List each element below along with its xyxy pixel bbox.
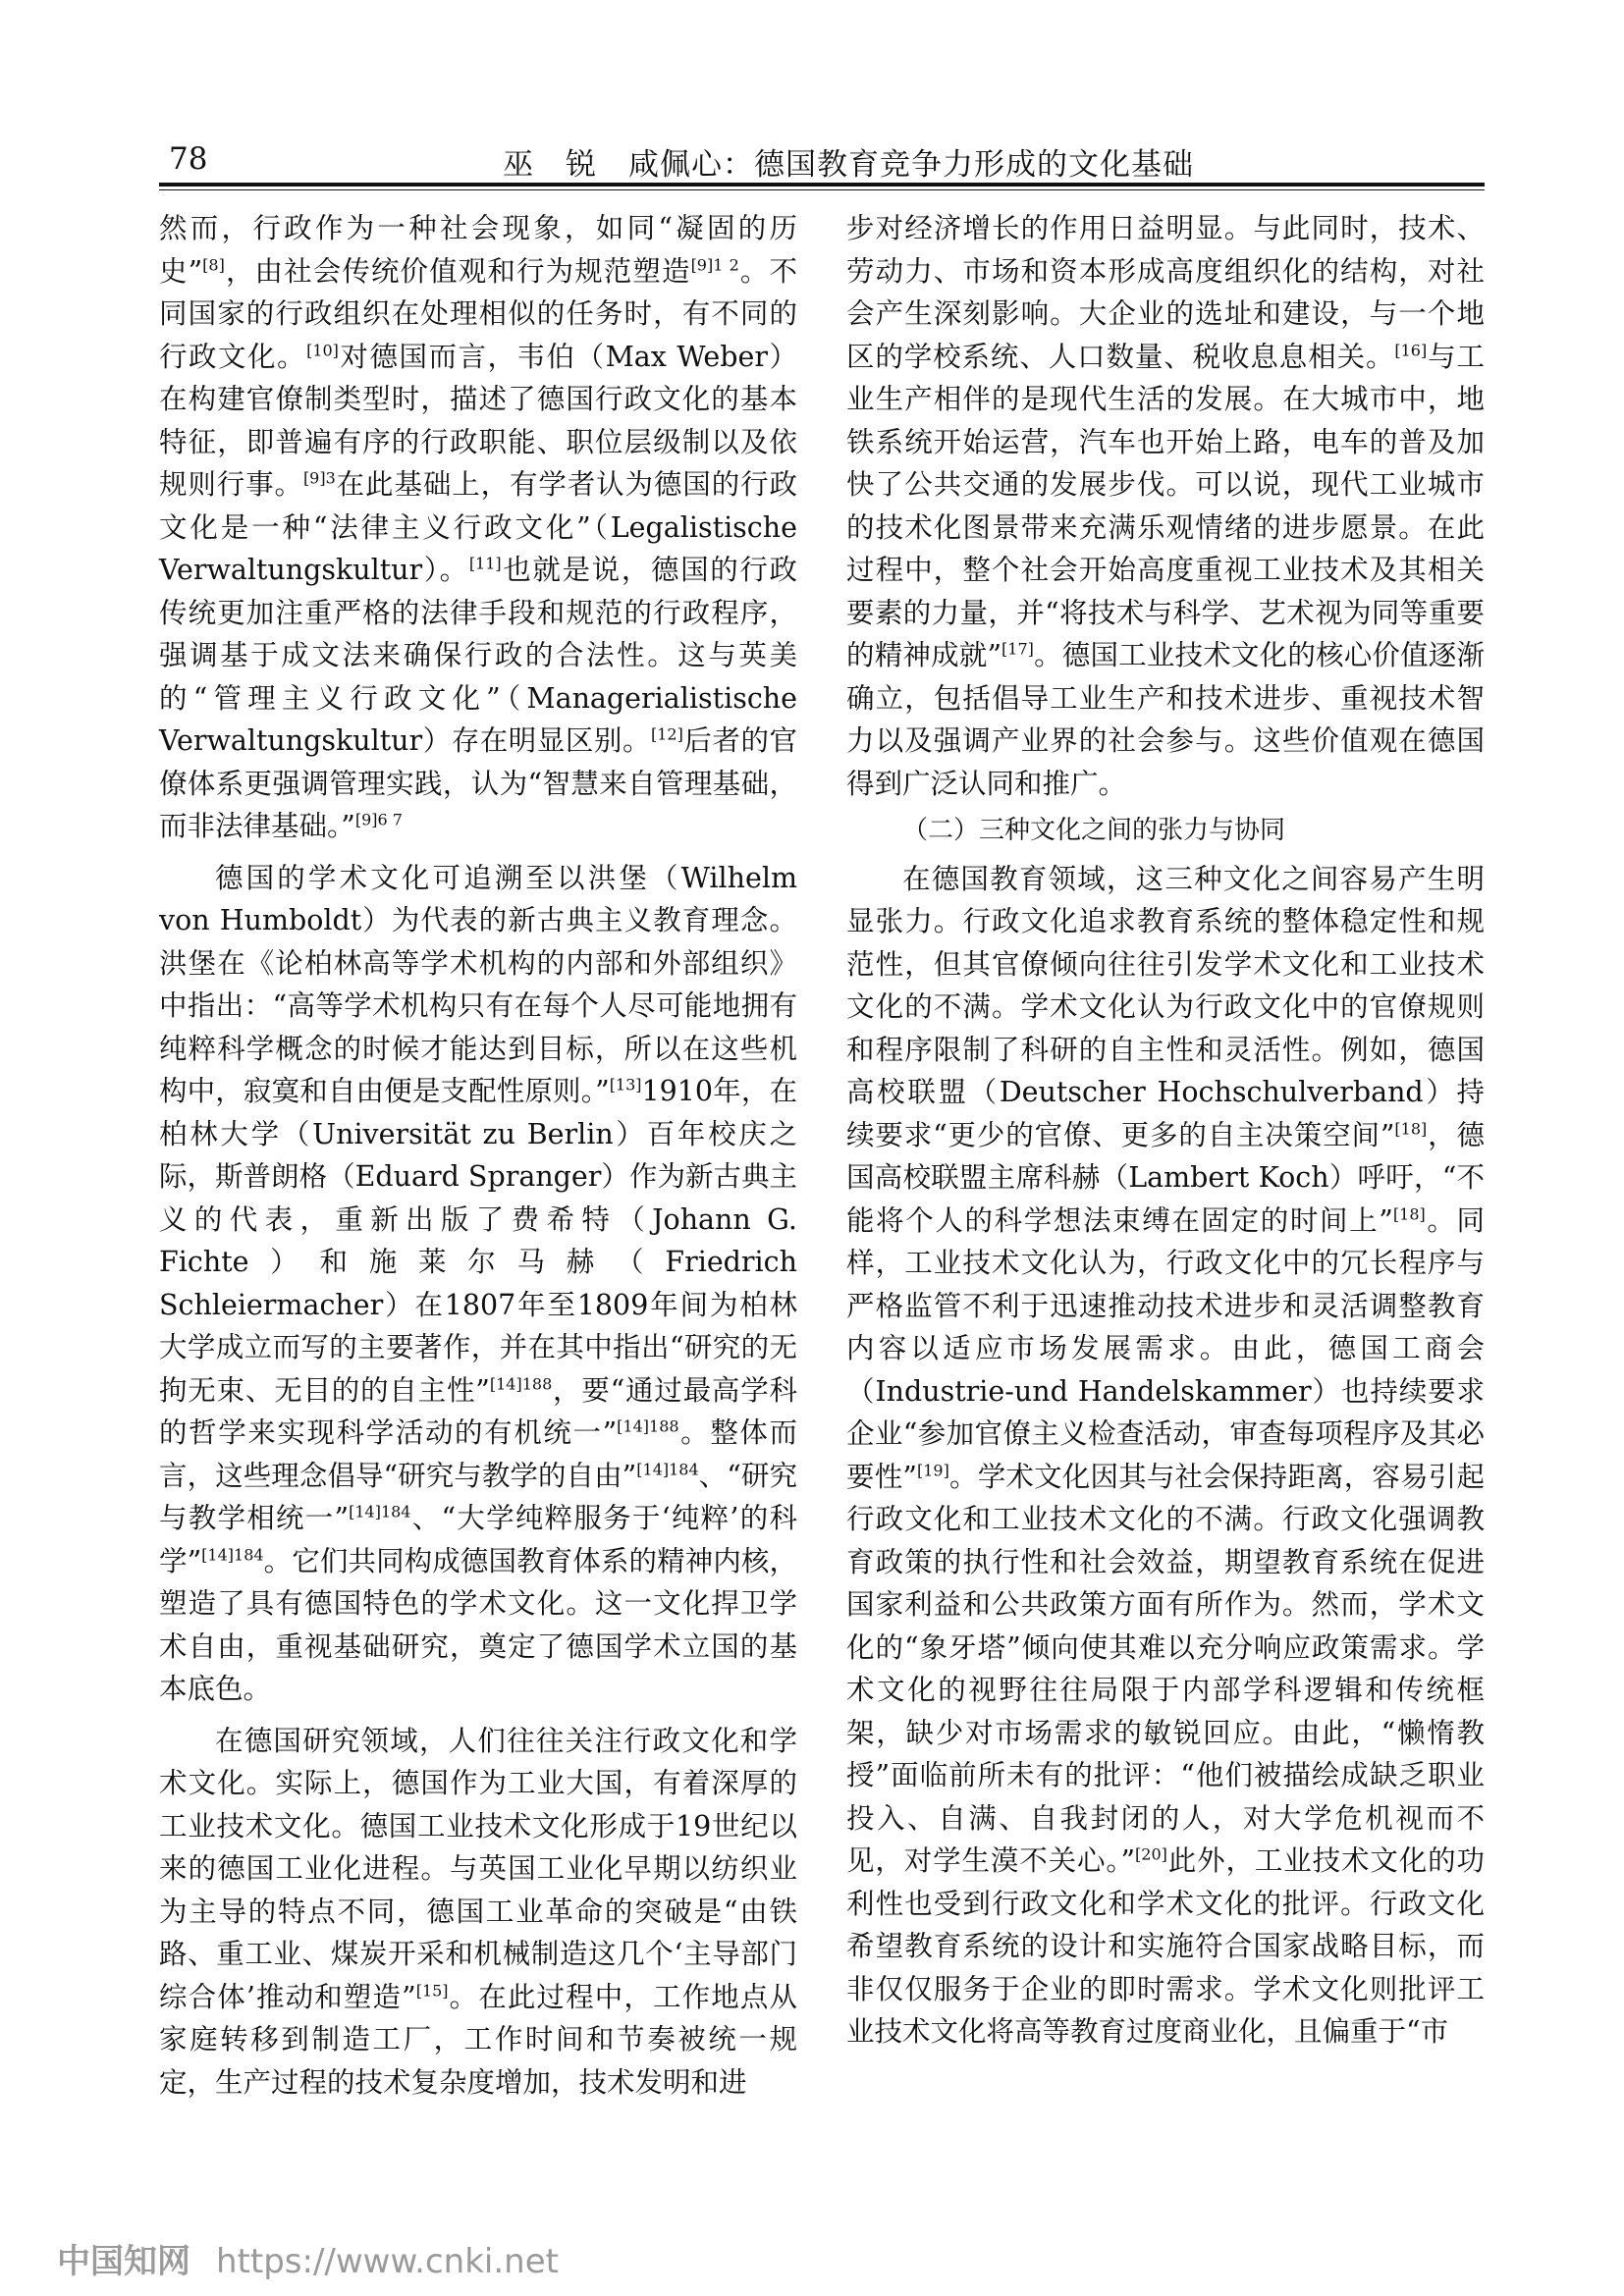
citation: [12] — [651, 724, 683, 744]
citation: [9]6 7 — [354, 810, 403, 829]
citation: [9]3 — [302, 468, 336, 488]
text-run: 1910年，在柏林大学（Universität zu Berlin）百年校庆之际，斯普朗格（Eduard Spranger）作为新古典主义的代表，重新出版了费希特（Johann G. Fichte）和施莱尔马赫（Friedrich Schleiermacher）在1807年至1809年间为柏林大学成立而写的主要著作，并在其中指出“研究的无拘无束、无目的的自主性” — [159, 1075, 798, 1407]
text-run: 步对经济增长的作用日益明显。与此同时，技术、劳动力、市场和资本形成高度组织化的结构，对社会产生深刻影响。大企业的选址和建设，与一个地区的学校系统、人口数量、税收息息相关。 — [846, 212, 1485, 373]
text-run: 。学术文化因其与社会保持距离，容易引起行政文化和工业技术文化的不满。行政文化强调教育政策的执行性和社会效益，期望教育系统在促进国家利益和公共政策方面有所作为。然而，学术文化的“象牙塔”倾向使其难以充分响应政策需求。学术文化的视野往往局限于内部学科逻辑和传统框架，缺少对市场需求的敏锐回应。由此，“懒惰教授”面临前所未有的批评：“他们被描绘成缺乏职业投入、自满、自我封闭的人，对大学危机视而不见，对学生漠不关心。” — [846, 1460, 1485, 1877]
text-run: ，德国高校联盟主席科赫（Lambert Koch）呼吁，“不能将个人的科学想法束缚在固定的时间上” — [846, 1118, 1485, 1237]
paragraph-academic-culture — [159, 857, 797, 1711]
text-run: 。它们共同构成德国教育体系的精神内核，塑造了具有德国特色的学术文化。这一文化捍卫学术自由，重视基础研究，奠定了德国学术立国的基本底色。 — [159, 1544, 797, 1705]
citation: [9]1 2 — [690, 255, 739, 274]
text-run: 在此基础上，有学者认为德国的行政文化是一种“法律主义行政文化”（Legalistische Verwaltungskultur）。 — [159, 468, 797, 586]
text-run: 。整体而言，这些理念倡导“研究与教学的自由” — [159, 1416, 797, 1492]
right-column — [846, 207, 1485, 2054]
running-title: 巫 锐 咸佩心：德国教育竞争力形成的文化基础 — [503, 147, 1194, 183]
watermark-footer — [57, 2234, 559, 2282]
paragraph-tension — [846, 858, 1485, 2054]
text-run: 。在此过程中，工作地点从家庭转移到制造工厂，工作时间和节奏被统一规定，生产过程的技术复杂度增加，技术发明和进 — [159, 1980, 797, 2099]
text-run: 。德国工业技术文化的核心价值逐渐确立，包括倡导工业生产和技术进步、重视技术智力以及强调产业界的社会参与。这些价值观在德国得到广泛认同和推广。 — [846, 639, 1485, 800]
text-run: ，由社会传统价值观和行为规范塑造 — [224, 254, 691, 288]
header-rule-thin — [159, 189, 1485, 190]
cnki-logo: 中国知网 — [57, 2242, 190, 2281]
text-run: 也就是说，德国的行政传统更加注重严格的法律手段和规范的行政程序，强调基于成文法来确保行政的合法性。这与英美的“管理主义行政文化”（Managerialistische Verwaltungskultur）存在明显区别。 — [159, 554, 797, 757]
citation: [16] — [1394, 341, 1428, 359]
text-run: 德国的学术文化可追溯至以洪堡（Wilhelm von Humboldt）为代表的新古典主义教育理念。洪堡在《论柏林高等学术机构的内部和外部组织》中指出：“高等学术机构只有在每个人尽可能地拥有纯粹科学概念的时候才能达到目标，所以在这些机构中，寂寞和自由便是支配性原则。” — [159, 861, 797, 1107]
text-run: 对德国而言，韦伯（Max Weber）在构建官僚制类型时，描述了德国行政文化的基本特征，即普遍有序的行政职能、职位层级制以及依规则行事。 — [159, 340, 797, 501]
text-run: 在德国教育领域，这三种文化之间容易产生明显张力。行政文化追求教育系统的整体稳定性和规范性，但其官僚倾向往往引发学术文化和工业技术文化的不满。学术文化认为行政文化中的官僚规则和程序限制了科研的自主性和灵活性。例如，德国高校联盟（Deutscher Hochschulverband）持续要求“更少的官僚、更多的自主决策空间” — [846, 862, 1485, 1151]
citation: [14]184 — [349, 1502, 411, 1522]
text-run: 此外，工业技术文化的功利性也受到行政文化和学术文化的批评。行政文化希望教育系统的设计和实施符合国家战略目标，而非仅仅服务于企业的即时需求。学术文化则批评工业技术文化将高等教育过度商业化，且偏重于“市 — [846, 1844, 1485, 2048]
citation: [11] — [468, 554, 502, 573]
cnki-url[interactable]: https://www.cnki.net — [216, 2242, 559, 2281]
text-run: 。同样，工业技术文化认为，行政文化中的冗长程序与严格监管不利于迅速推动技术进步和灵活调整教育内容以适应市场发展需求。由此，德国工商会（Industrie-und Handelskammer）也持续要求企业“参加官僚主义检查活动，审查每项程序及其必要性” — [846, 1203, 1485, 1493]
text-run: 后者的官僚体系更强调管理实践，认为“智慧来自管理基础，而非法律基础。” — [159, 724, 797, 842]
citation: [14]184 — [201, 1545, 264, 1564]
header-rule-thick — [159, 183, 1485, 187]
text-run: 。不同国家的行政组织在处理相似的任务时，有不同的行政文化。 — [159, 254, 797, 373]
paragraph-administrative-culture — [159, 207, 797, 848]
citation: [17] — [1001, 639, 1034, 659]
text-run: 、“研究与教学相统一” — [159, 1459, 797, 1534]
citation: [10] — [306, 341, 339, 359]
text-run: ，要“通过最高学科的哲学来实现科学活动的有机统一” — [159, 1373, 797, 1449]
paragraph-industrial-culture-continued — [846, 207, 1485, 805]
citation: [18] — [1392, 1204, 1426, 1223]
page-number: 78 — [169, 141, 208, 177]
section-subheading: （二）三种文化之间的张力与协同 — [902, 816, 1286, 845]
citation: [15] — [415, 1981, 449, 2000]
text-run: 、“大学纯粹服务于‘纯粹’的科学” — [159, 1502, 797, 1577]
text-run: 在德国研究领域，人们往往关注行政文化和学术文化。实际上，德国作为工业大国，有着深厚的工业技术文化。德国工业技术文化形成于19世纪以来的德国工业化进程。与英国工业化早期以纺织业为主导的特点不同，德国工业革命的突破是“由铁路、重工业、煤炭开采和机械制造这几个‘主导部门综合体’推动和塑造” — [159, 1724, 797, 2013]
text-run: 与工业生产相伴的是现代生活的发展。在大城市中，地铁系统开始运营，汽车也开始上路，电车的普及加快了公共交通的发展步伐。可以说，现代工业城市的技术化图景带来充满乐观情绪的进步愿景。在此过程中，整个社会开始高度重视工业技术及其相关要素的力量，并“将技术与科学、艺术视为同等重要的精神成就” — [846, 340, 1485, 671]
citation: [20] — [1135, 1844, 1167, 1864]
citation: [14]188 — [617, 1416, 679, 1436]
citation: [19] — [916, 1461, 949, 1479]
text-run: 然而，行政作为一种社会现象，如同“凝固的历史” — [159, 212, 797, 288]
citation: [13] — [609, 1075, 642, 1095]
citation: [14]188 — [489, 1374, 553, 1393]
left-column — [159, 207, 797, 2104]
citation: [18] — [1394, 1119, 1428, 1138]
paragraph-industrial-culture — [159, 1720, 797, 2105]
page-header — [159, 132, 1485, 183]
citation: [14]184 — [636, 1460, 699, 1478]
citation: [8] — [202, 255, 225, 274]
